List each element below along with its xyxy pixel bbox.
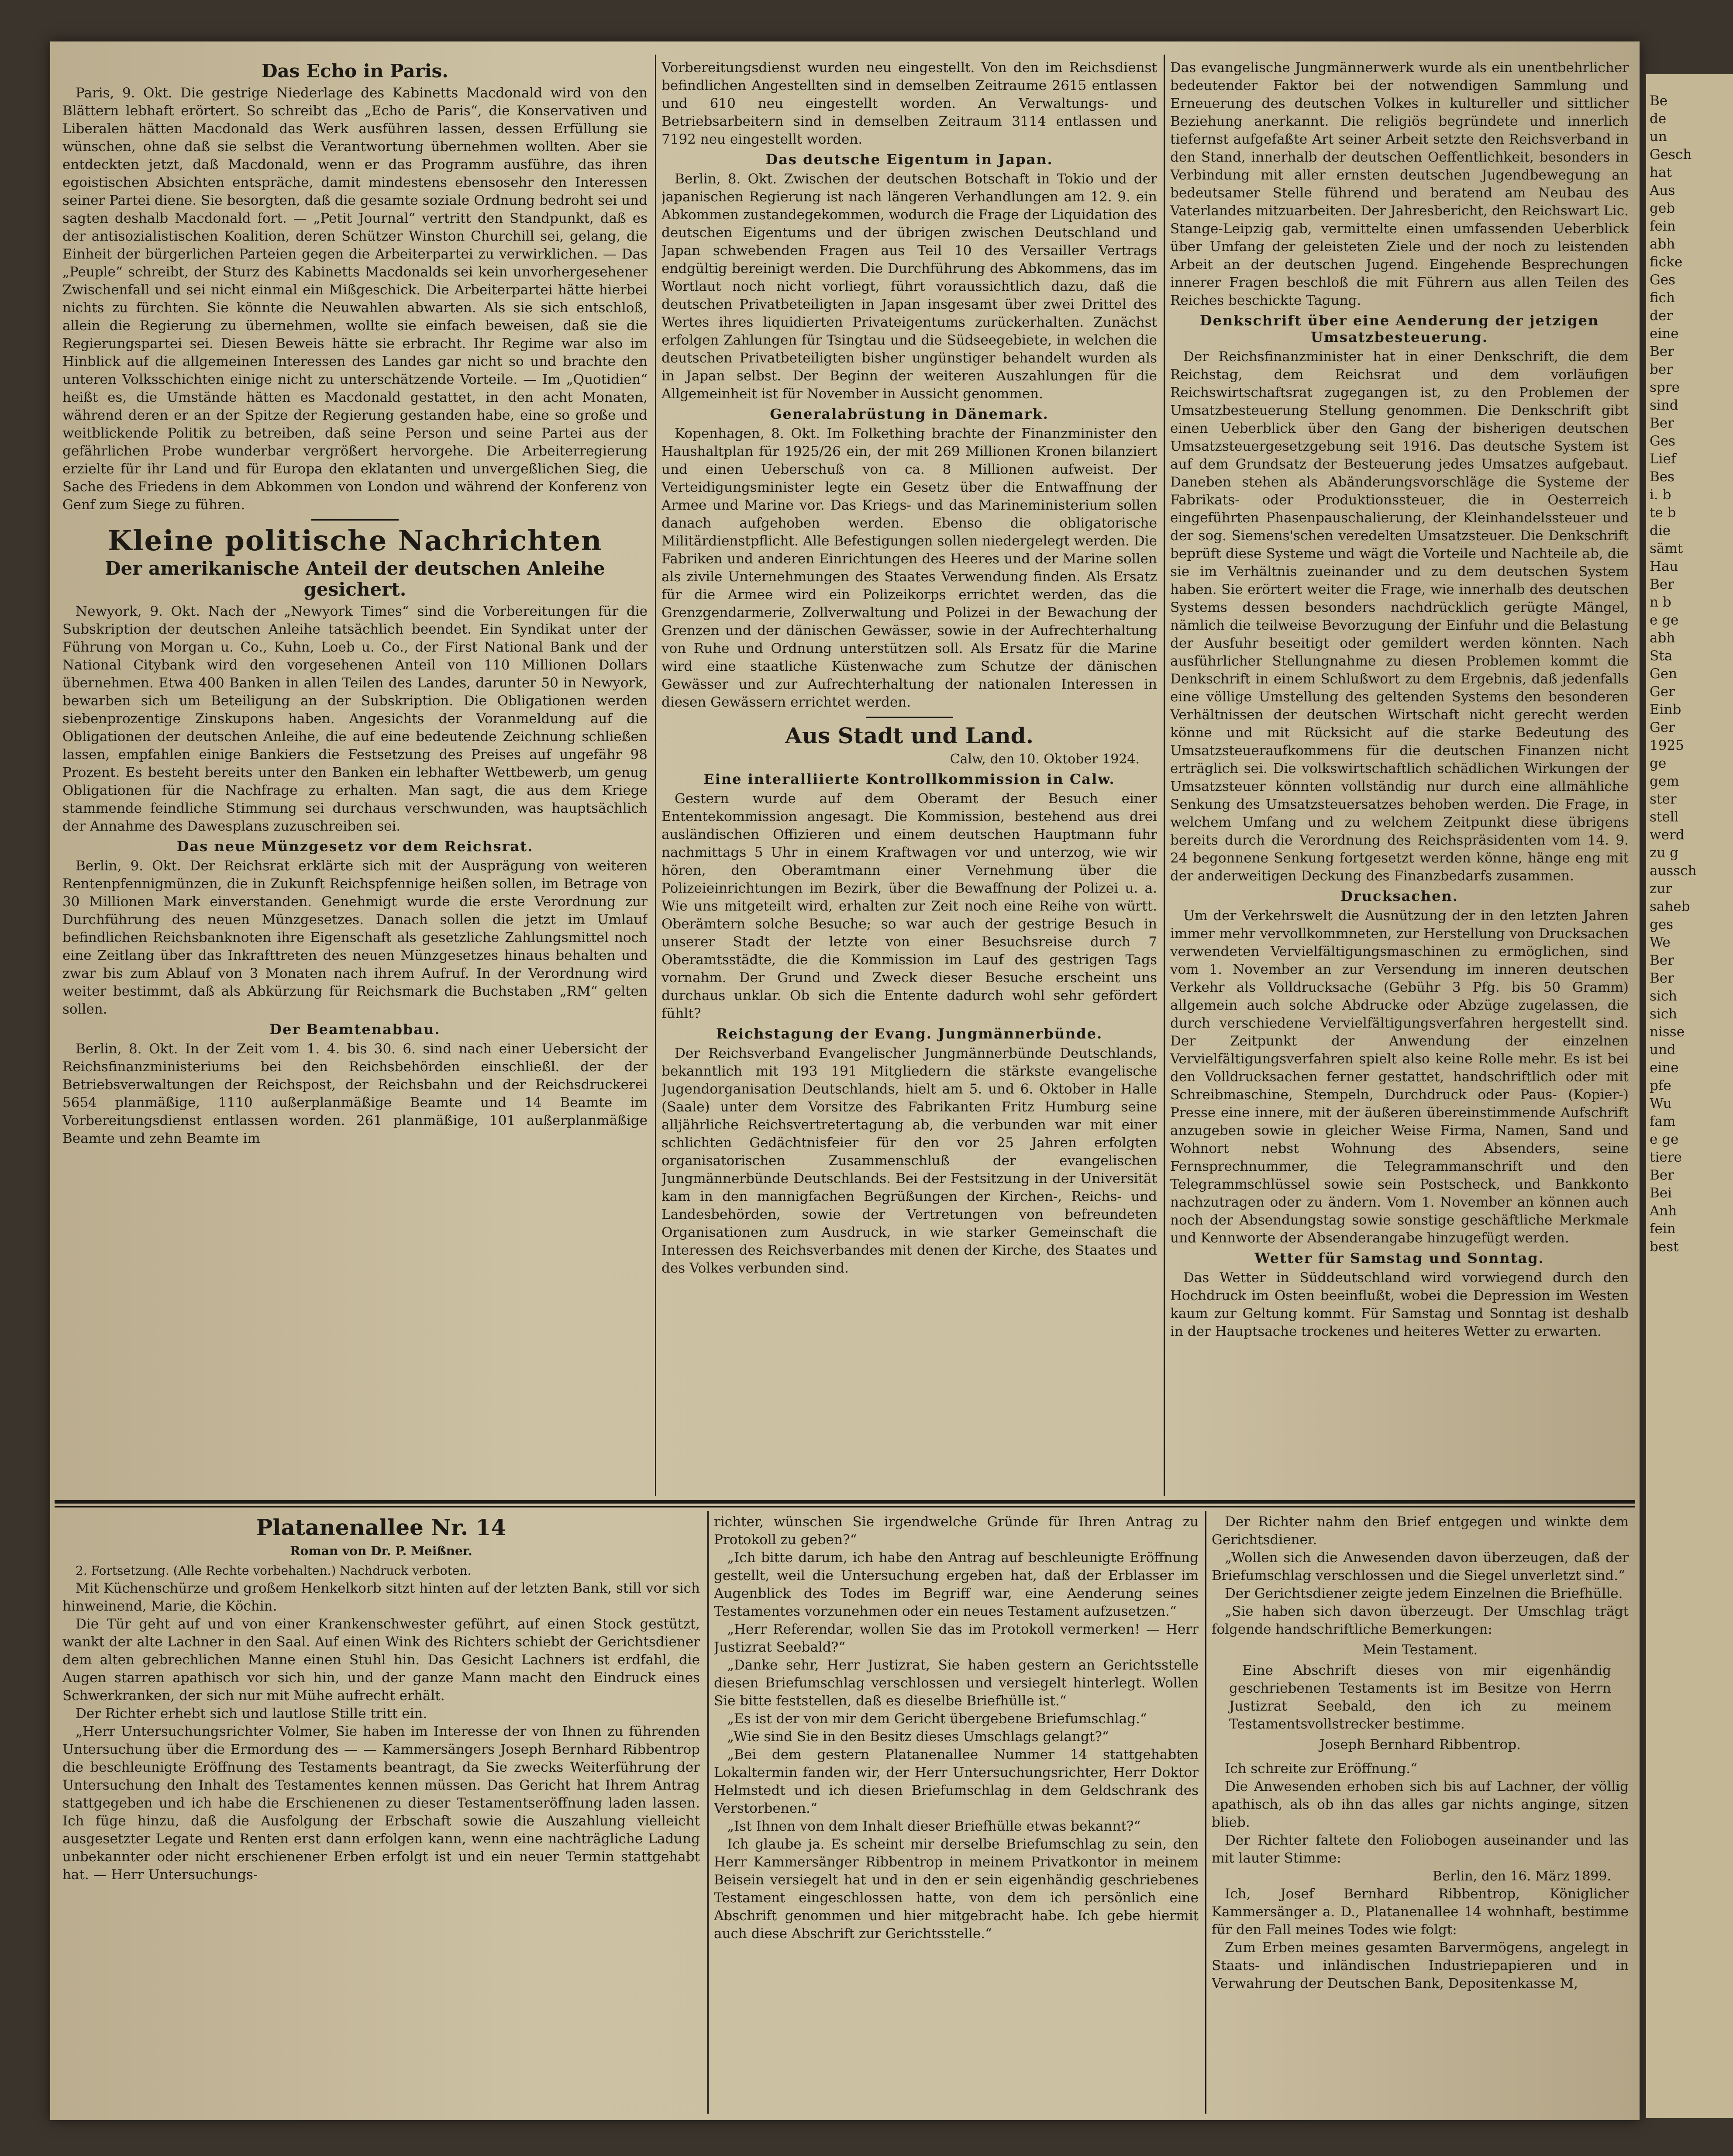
article-title-denkschrift: Denkschrift über eine Aenderung der jetzigen Umsatzbesteuerung. <box>1199 312 1599 345</box>
fragment-line: best <box>1650 1239 1679 1255</box>
article-body-wetter: Das Wetter in Süddeutschland wird vorwiegend durch den Hochdruck im Osten beeinflußt, wobei die Depression im Westen kaum zur Geltung kommt. Für Samstag und Sonntag ist deshalb in der Hauptsache trockenes und heiteres Wetter zu erwarten. <box>1170 1270 1629 1339</box>
article-body-jung-cont: Das evangelische Jungmännerwerk wurde als ein unentbehrlicher bedeutender Faktor bei der notwendigen Sammlung und Erneuerung des deutschen Volkes in kultureller und sittlicher Beziehung anerkannt. Die religiös begründete und innerlich tiefernst aufgefaßte Art seiner Arbeit setzte den Reichsverband in den Stand, innerhalb der deutschen Oeffentlichkeit, besonders in Verbindung mit aller ernsten deutschen Jugendbewegung an bedeutsamer Stelle führend und beratend am Neubau des Vaterlandes mitzuarbeiten. Der Jahresbericht, den Reichswart Lic. Stange-Leipzig gab, vermittelte einen umfassenden Ueberblick über Umfang der geleisteten Ziele und der noch zu leistenden Arbeit an der deutschen Jugend. Eingehende Besprechungen innerer Fragen beschloß die mit Führern aus allen Teilen des Reiches beschickte Tagung. <box>1170 60 1629 308</box>
article-title-jung: Reichstagung der Evang. Jungmännerbünde. <box>716 1025 1103 1042</box>
fragment-line: eine <box>1650 1060 1679 1076</box>
fragment-line: Anh <box>1650 1203 1677 1219</box>
novel-paragraph: Der Richter erhebt sich und lautlose Stille tritt ein. <box>76 1706 427 1721</box>
adjacent-page-text <box>1646 74 1733 1256</box>
fragment-line: fein <box>1650 1221 1676 1237</box>
section-title-stadt: Aus Stadt und Land. <box>785 723 1034 749</box>
fragment-line: Sta <box>1650 648 1673 664</box>
novel-paragraph: „Wie sind Sie in den Besitz dieses Umschlags gelangt?“ <box>727 1729 1109 1745</box>
article-body-beamten: Berlin, 8. Okt. In der Zeit vom 1. 4. bis 30. 6. sind nach einer Uebersicht der Reichsfinanzministeriums bei den Reichsbehörden einschließl. der der Betriebsverwaltungen der Reichspost, der Reichsbahn und der Reichsdruckerei 5654 planmäßige, 1110 außerplanmäßige Beamte und 14 Beamte im Vorbereitungsdienst entlassen worden. 261 planmäßige, 101 außerplanmäßige Beamte und zehn Beamte im <box>62 1041 648 1146</box>
article-title-kontroll: Eine interalliierte Kontrollkommission in Calw. <box>703 771 1115 787</box>
fragment-line: geb <box>1650 200 1675 216</box>
fragment-line: zur <box>1650 881 1672 897</box>
feuilleton-rule <box>55 1500 1635 1504</box>
novel-paragraph: „Sie haben sich davon überzeugt. Der Umschlag trägt folgende handschriftliche Bemerkungen: <box>1212 1604 1629 1637</box>
fragment-line: Ber <box>1650 415 1674 431</box>
novel-paragraph: „Herr Referendar, wollen Sie das im Protokoll vermerken! — Herr Justizrat Seebald?“ <box>714 1621 1199 1655</box>
letter-date: Berlin, den 16. März 1899. <box>1433 1869 1611 1884</box>
novel-paragraph: Ich schreite zur Eröffnung.“ <box>1225 1761 1417 1777</box>
fragment-line: un <box>1650 129 1667 145</box>
column-rule <box>1205 1511 1206 2114</box>
fragment-line: de <box>1650 111 1667 127</box>
fragment-line: eine <box>1650 326 1679 342</box>
fragment-line: ster <box>1650 791 1677 807</box>
fragment-line: Aus <box>1650 183 1675 198</box>
article-title-japan: Das deutsche Eigentum in Japan. <box>765 151 1053 168</box>
feuilleton-column-2 <box>714 1513 1199 2111</box>
article-body-muenz: Berlin, 9. Okt. Der Reichsrat erklärte sich mit der Ausprägung von weiteren Rentenpfennigmünzen, die in Zukunft Reichspfennige heißen sollen, im Betrage von 30 Millionen Mark einverstanden. Genehmigt wurde die erste Verordnung zur Durchführung des neuen Münzgesetzes. Danach sollen die jetzt im Umlauf befindlichen Reichsbanknoten ihre Eigenschaft als gesetzliche Zahlungsmittel noch eine Zeitlang über das Inkrafttreten des neuen Münzgesetzes hinaus behalten und zwar bis zum Ablauf von 3 Monaten nach ihrem Aufruf. In der Verordnung wird weiter bestimmt, daß als Abkürzung für Reichsmark die Buchstaben „RM“ gelten sollen. <box>62 858 648 1017</box>
novel-paragraph: Der Gerichtsdiener zeigte jedem Einzelnen die Briefhülle. <box>1225 1586 1623 1601</box>
article-body-drucksachen: Um der Verkehrswelt die Ausnützung der in den letzten Jahren immer mehr vervollkommneten, zur Herstellung von Drucksachen verwendeten Vervielfältigungsmaschinen zu ermöglichen, sind vom 1. November an zur Versendung im inneren deutschen Verkehr als Volldrucksache (Gebühr 3 Pfg. bis 50 Gramm) allgemein auch solche Abdrucke oder Abzüge zugelassen, die durch verschiedene Vervielfältigungsverfahren hergestellt sind. Der Zeitpunkt der Anwendung der einzelnen Vervielfältigungsverfahren spielt also keine Rolle mehr. Es ist bei den Volldrucksachen ferner gestattet, handschriftlich oder mit Schreibmaschine, Stempeln, Durchdruck oder Paus- (Kopier-) Presse eine innere, mit der äußeren übereinstimmende Aufschrift anzugeben sowie in gleicher Weise Firma, Namen, Sand und Wohnort nebst Wohnung des Absenders, seine Fernsprechnummer, die Telegrammanschrift und den Telegrammschlüssel sowie sein Postscheck, und Bankkonto nachzutragen oder zu ändern. Vom 1. November an können auch noch der Absendungstag sowie sonstige geschäftliche Merkmale und Kennworte der Absenderangabe hinzugefügt werden. <box>1170 908 1629 1246</box>
fragment-line: die <box>1650 523 1671 538</box>
feuilleton-column-1 <box>62 1513 700 2111</box>
fragment-line: spre <box>1650 379 1680 395</box>
fragment-line: der <box>1650 308 1673 324</box>
dateline: Calw, den 10. Oktober 1924. <box>950 752 1140 767</box>
fragment-line: Ber <box>1650 344 1674 359</box>
article-title-anleihe: Der amerikanische Anteil der deutschen Anleihe gesichert. <box>105 558 605 600</box>
column-2 <box>662 59 1157 1496</box>
fragment-line: ges <box>1650 917 1674 932</box>
fragment-line: Wu <box>1650 1096 1672 1111</box>
fragment-line: fein <box>1650 218 1676 234</box>
fragment-line: Ber <box>1650 952 1674 968</box>
column-1 <box>62 59 648 1496</box>
fragment-line: Ber <box>1650 1167 1674 1183</box>
novel-paragraph: Mit Küchenschürze und großem Henkelkorb sitzt hinten auf der letzten Bank, still vor sich hinweinend, Marie, die Köchin. <box>62 1580 700 1614</box>
feuilleton-rule-thin <box>55 1506 1635 1507</box>
fragment-line: sämt <box>1650 541 1683 556</box>
fragment-line: hat <box>1650 165 1672 180</box>
column-rule <box>655 55 656 1496</box>
fragment-line: werd <box>1650 827 1685 843</box>
article-body-paris: Paris, 9. Okt. Die gestrige Niederlage des Kabinetts Macdonald wird von den Blättern lebhaft erörtert. So schreibt das „Echo de Paris“, die Konservativen und Liberalen hätten Macdonald das Werk ausführen lassen, dessen Erfüllung sie wünschen, ohne daß sie selbst die Verantwortung übernehmen wollten. Aber sie entdeckten jetzt, daß Macdonald, wenn er das Programm ausführe, das ihren egoistischen Absichten entspräche, damit mindestens ebensosehr den Interessen seiner Partei diene. Sie besorgten, daß die gesamte soziale Ordnung bedroht sei und sagten deshalb Macdonald fort. — „Petit Journal“ vertritt den Standpunkt, daß es der antisozialistischen Koalition, deren Schützer Winston Churchill sei, gelang, die Einheit der bürgerlichen Parteien gegen die Arbeiterpartei zu verwirklichen. — Das „Peuple“ schreibt, der Sturz des Kabinetts Macdonalds sei kein unvorhergesehener Zwischenfall und sei nicht einmal ein Mißgeschick. Die Arbeiterpartei hätte hierbei nichts zu fürchten. Sie könnte die Neuwahlen abwarten. Als sie sich entschloß, allein die Regierung zu übernehmen, wollte sie einfach beweisen, daß sie die Regierungspartei sei. Diesen Beweis hätte sie erbracht. Ihr Regime war also im Hinblick auf die allgemeinen Interessen des Landes gar nicht so und brachte den unteren Volksschichten einige nicht zu unterschätzende Vorteile. — Im „Quotidien“ heißt es, die Umstände hätten es Macdonald gestattet, in den acht Monaten, während deren er an der Spitze der Regierung gestanden habe, eine so große und weitblickende Politik zu betreiben, daß seine Person und seine Partei aus der gefährlichen Probe wunderbar vergrößert hervorgehe. Die Arbeiterregierung erzielte für ihr Land und für Europa den eklatanten und unvergeßlichen Sieg, die Sache des Friedens in dem Abkommen von London und während der Konferenz von Genf zum Siege zu führen. <box>62 85 648 513</box>
fragment-line: ge <box>1650 755 1667 771</box>
divider <box>866 717 953 718</box>
novel-paragraph: „Ist Ihnen von dem Inhalt dieser Briefhülle etwas bekannt?“ <box>727 1818 1141 1834</box>
fragment-line: zu g <box>1650 845 1678 861</box>
fragment-line: e ge <box>1650 1131 1679 1147</box>
fragment-line: Gen <box>1650 666 1678 682</box>
novel-paragraph: richter, wünschen Sie irgendwelche Gründe für Ihren Antrag zu Protokoll zu geben?“ <box>714 1514 1199 1548</box>
novel-paragraph: „Ich bitte darum, ich habe den Antrag auf beschleunigte Eröffnung gestellt, weil die Untersuchung ergeben hat, daß der Erblasser im Augenblick des Todes im Begriff war, eine Aenderung seines Testamentes vorzunehmen oder ein neues Testament aufzusetzen.“ <box>714 1550 1199 1619</box>
fragment-line: n b <box>1650 594 1671 610</box>
fragment-line: saheb <box>1650 899 1690 914</box>
feuilleton-column-3 <box>1212 1513 1629 2111</box>
newspaper-page <box>50 41 1640 2120</box>
novel-paragraph: Der Richter nahm den Brief entgegen und winkte dem Gerichtsdiener. <box>1212 1514 1629 1548</box>
fragment-line: sind <box>1650 397 1678 413</box>
fragment-line: sich <box>1650 1006 1678 1022</box>
article-body-beamten-cont: Vorbereitungsdienst wurden neu eingestellt. Von den im Reichsdienst befindlichen Angestellten sind in demselben Zeitraume 2615 entlassen und 610 neu eingestellt worden. An Verwaltungs- und Betriebsarbeitern sind in demselben Zeitraum 3114 entlassen und 7192 neu eingestellt worden. <box>662 60 1157 147</box>
novel-paragraph: „Danke sehr, Herr Justizrat, Sie haben gestern an Gerichtsstelle diesen Briefumschlag verschlossen und versiegelt hinterlegt. Wollen Sie bitte feststellen, daß es dieselbe Briefhülle ist.“ <box>714 1657 1199 1709</box>
column-rule <box>707 1511 709 2114</box>
novel-paragraph: Zum Erben meines gesamten Barvermögens, angelegt in Staats- und inländischen Industriepapieren und in Verwahrung der Deutschen Bank, Depositenkasse M, <box>1212 1940 1629 1991</box>
fragment-line: pfe <box>1650 1078 1671 1094</box>
novel-paragraph: Ich glaube ja. Es scheint mir derselbe Briefumschlag zu sein, den Herr Kammersänger Ribbentrop in meinem Privatkontor in meinem Beisein versiegelt hat und in den er sein eigenhändig geschriebenes Testament eingeschlossen hatte, von dem ich persönlich eine Abschrift genommen und hier mitgebracht habe. Ich gebe hiermit auch diese Abschrift zur Gerichtsstelle.“ <box>714 1836 1199 1942</box>
fragment-line: i. b <box>1650 487 1671 503</box>
divider <box>311 519 399 521</box>
article-body-anleihe: Newyork, 9. Okt. Nach der „Newyork Times“ sind die Vorbereitungen für die Subskription der deutschen Anleihe tatsächlich beendet. Ein Syndikat unter der Führung von Morgan u. Co., Kuhn, Loeb u. Co., der First National Bank und der National Citybank wird den vorgesehenen Anteil von 110 Millionen Dollars übernehmen. Etwa 400 Banken in allen Teilen des Landes, darunter 50 in Newyork, bewarben sich um Beteiligung an der Subskription. Die Obligationen werden siebenprozentige Zinskupons haben. Angesichts der Voranmeldung auf die Obligationen der deutschen Anleihe, die auf eine bedeutende Zeichnung schließen lassen, empfahlen einige Bankiers die Festsetzung des Preises auf ungefähr 98 Prozent. Es besteht bereits unter den Banken ein lebhafter Wettbewerb, um genug Obligationen für die Nachfrage zu erhalten. Man sagt, die aus dem Kriege stammende feindliche Stimmung sei durchaus verschwunden, was hauptsächlich der Annahme des Dawesplans zuzuschreiben sei. <box>62 604 648 834</box>
article-title-wetter: Wetter für Samstag und Sonntag. <box>1254 1250 1544 1266</box>
fragment-line: aussch <box>1650 863 1697 879</box>
testament-heading: Mein Testament. <box>1362 1642 1478 1658</box>
fragment-line: Einb <box>1650 702 1681 718</box>
article-title-paris: Das Echo in Paris. <box>262 60 448 82</box>
fragment-line: tiere <box>1650 1149 1682 1165</box>
column-3 <box>1170 59 1629 1496</box>
novel-paragraph: Die Tür geht auf und von einer Krankenschwester geführt, auf einen Stock gestützt, wankt der alte Lachner in den Saal. Auf einen Wink des Richters schiebt der Gerichtsdiener dem alten gebrechlichen Manne einen Stuhl hin. Das Gesicht Lachners ist erdfahl, die Augen starren apathisch vor sich hin, und der ganze Mann macht den Eindruck eines Schwerkranken, der sich nur mit Mühe aufrecht erhält. <box>62 1616 700 1704</box>
novel-paragraph: Die Anwesenden erhoben sich bis auf Lachner, der völlig apathisch, als ob ihn das alles gar nichts anginge, sitzen blieb. <box>1212 1779 1629 1830</box>
adjacent-page-fragment <box>1646 74 1733 2118</box>
fragment-line: Bei <box>1650 1185 1672 1201</box>
novel-paragraph: Der Richter faltete den Foliobogen auseinander und las mit lauter Stimme: <box>1212 1832 1629 1866</box>
article-body-japan: Berlin, 8. Okt. Zwischen der deutschen Botschaft in Tokio und der japanischen Regierung ist nach längeren Verhandlungen am 12. 9. ein Abkommen zustandegekommen, wodurch die Frage der Liquidation des deutschen Eigentums und der übrigen zwischen Deutschland und Japan schwebenden Fragen aus Teil 10 des Versailler Vertrags endgültig bereinigt werden. Die Durchführung des Abkommens, das im Wortlaut noch nicht vorliegt, führt voraussichtlich dazu, daß die deutschen Privatbeteiligten in Japan insgesamt über zwei Drittel des Wertes ihres liquidierten Privateigentums zurückerhalten. Zunächst erfolgen Zahlungen für Tsingtau und die Südseegebiete, in welchen die deutschen Privatbeteiligten bisher ungünstiger behandelt wurden als in Japan selbst. Der Beginn der weiteren Auszahlungen für die Allgemeinheit ist für November in Aussicht genommen. <box>662 171 1157 402</box>
fragment-line: und <box>1650 1042 1676 1058</box>
testament-signature: Joseph Bernhard Ribbentrop. <box>1320 1737 1521 1752</box>
fragment-line: fam <box>1650 1114 1676 1129</box>
fragment-line: Bes <box>1650 469 1675 485</box>
fragment-line: Lief <box>1650 451 1676 467</box>
fragment-line: Ber <box>1650 576 1674 592</box>
article-body-denkschrift: Der Reichsfinanzminister hat in einer Denkschrift, die dem Reichstag, dem Reichsrat und dem vorläufigen Reichswirtschaftsrat zugegangen ist, zu den Problemen der Umsatzbesteuerung Stellung genommen. Die Denkschrift gibt einen Ueberblick über den Gang der bisherigen deutschen Umsatzsteuergesetzgebung seit 1916. Das deutsche System ist auf dem Grundsatz der Besteuerung jedes Umsatzes aufgebaut. Daneben stehen als Abänderungsvorschläge die Systeme der Fabrikats- oder Produktionssteuer, die in Oesterreich eingeführten Phasenpauschalierung, der Kleinhandelssteuer und der sog. Siemens'schen veredelten Umsatzsteuer. Die Denkschrift beprüft diese Systeme und wägt die Vorteile und Nachteile ab, die sie im Verhältnis zueinander und zu dem deutschen System haben. Sie erörtert weiter die Frage, wie innerhalb des deutschen Systems dessen besonders nachdrücklich gerügte Mängel, nämlich die teilweise Bevorzugung der Einfuhr und die Belastung der Ausfuhr beseitigt oder gemildert werden könnten. Nach ausführlicher Stellungnahme zu diesen Problemen kommt die Denkschrift in einem Schlußwort zu dem Ergebnis, daß jedenfalls eine völlige Umstellung des geltenden Systems den besonderen Verhältnissen der deutschen Wirtschaft nicht gerecht werden könne und mit Rücksicht auf die starke Bedeutung des Umsatzsteueraufkommens für die deutschen Finanzen nicht erträglich sei. Die volkswirtschaftlich schädlichen Wirkungen der Umsatzsteuer könnten vollständig nur durch eine allmähliche Senkung des Umsatzsteuersatzes behoben werden. Die Frage, in welchem Umfang und zu welchem Zeitpunkt diese übrigens bereits durch die Verordnung des Reichspräsidenten vom 14. 9. 24 begonnene Senkung fortgesetzt werden könne, hänge eng mit der anderweitigen Deckung des Finanzbedarfs zusammen. <box>1170 349 1629 884</box>
article-title-beamten: Der Beamtenabbau. <box>269 1021 441 1038</box>
fragment-line: Ger <box>1650 684 1675 700</box>
novel-title: Platanenallee Nr. 14 <box>256 1514 506 1540</box>
article-body-jung: Der Reichsverband Evangelischer Jungmännerbünde Deutschlands, bekanntlich mit 193 191 Mitgliedern die stärkste evangelische Jugendorganisation Deutschlands, hielt am 5. und 6. Oktober in Halle (Saale) unter dem Vorsitze des Fabrikanten Fritz Humburg seine alljährliche Reichsvertretertagung ab, die verbunden war mit einer schlichten Gedächtnisfeier für den vor 25 Jahren erfolgten organisatorischen Zusammenschluß der evangelischen Jungmännerbünde Deutschlands. Bei der Festsitzung in der Universität kam in den mannigfachen Begrüßungen der Kirchen-, Reichs- und Landesbehörden, sowie der Vertretungen von befreundeten Organisationen zum Ausdruck, in wie starker Gemeinschaft die Interessen des Reichsverbandes mit denen der Kirche, des Staates und des Volkes verbunden sind. <box>662 1045 1157 1276</box>
fragment-line: 1925 <box>1650 738 1684 753</box>
fragment-line <box>1650 74 1733 92</box>
fragment-line: ficke <box>1650 254 1683 270</box>
novel-note: 2. Fortsetzung. (Alle Rechte vorbehalten.) Nachdruck verboten. <box>76 1563 472 1578</box>
fragment-line: Gesch <box>1650 147 1692 162</box>
fragment-line: sich <box>1650 988 1678 1004</box>
fragment-line: te b <box>1650 505 1676 521</box>
fragment-line: nisse <box>1650 1024 1685 1040</box>
article-title-drucksachen: Drucksachen. <box>1340 888 1458 904</box>
article-body-daenemark: Kopenhagen, 8. Okt. Im Folkething brachte der Finanzminister den Haushaltplan für 1925/26 ein, der mit 269 Millionen Kronen bilanziert und einen Ueberschuß von ca. 8 Millionen aufweist. Der Verteidigungsminister legte ein Gesetz über die Entwaffnung der Armee und Marine vor. Das Kriegs- und das Marineministerium sollen danach aufgehoben werden. Ebenso die obligatorische Militärdienstpflicht. Alle Befestigungen sollen niedergelegt werden. Die Fabriken und anderen Einrichtungen des Heeres und der Marine sollen als zivile Unternehmungen des Staates Verwendung finden. Als Ersatz für die Armee wird ein Polizeikorps errichtet werden, das die Grenzgendarmerie, Zollverwaltung und Polizei in der Bewachung der Grenzen und der dänischen Gewässer, sowie in der Aufrechterhaltung von Ruhe und Ordnung unterstützen soll. Als Ersatz für die Marine wird eine staatliche Küstenwache zum Schutze der dänischen Gewässer und zur Aufrechterhaltung der nationalen Interessen in diesen Gewässern errichtet werden. <box>662 426 1157 710</box>
article-body-kontroll: Gestern wurde auf dem Oberamt der Besuch einer Ententekommission angesagt. Die Kommission, bestehend aus drei ausländischen Offizieren und einem deutschen Hauptmann fuhr nachmittags 5 Uhr in einem Kraftwagen vor und unterzog, wie wir hören, den Oberamtmann einer Vernehmung über die Polizeieinrichtungen im Bezirk, über die Bewaffnung der Polizei u. a. Wie uns mitgeteilt wird, erhalten zur Zeit noch eine Reihe von württ. Oberämtern solche Besuche; so war auch der gestrige Besuch in unserer Stadt der letzte von einer Besuchsreise durch 7 Oberamtsstädte, die die Kommission im Lauf des gestrigen Tags vornahm. Der Grund und Zweck dieser Besuche erscheint uns durchaus unklar. Ob sich die Entente dadurch wohl sehr gefördert fühlt? <box>662 791 1157 1021</box>
fragment-line: gem <box>1650 773 1679 789</box>
fragment-line: Ges <box>1650 272 1676 288</box>
fragment-line: ber <box>1650 362 1673 377</box>
fragment-line: We <box>1650 935 1671 950</box>
fragment-line: Ber <box>1650 970 1674 986</box>
novel-paragraph: Ich, Josef Bernhard Ribbentrop, Königlicher Kammersänger a. D., Platanenallee 14 wohnhaft, bestimme für den Fall meines Todes wie folgt: <box>1212 1886 1629 1938</box>
novel-byline: Roman von Dr. P. Meißner. <box>290 1544 472 1558</box>
novel-paragraph: „Herr Untersuchungsrichter Volmer, Sie haben im Interesse der von Ihnen zu führenden Untersuchung über die Ermordung des — — Kammersängers Joseph Bernhard Ribbentrop die beschleunigte Eröffnung des Testaments beantragt, da Sie zwecks Weiterführung der Untersuchung den Inhalt des Testamentes kennen müssen. Das Gericht hat Ihrem Antrag stattgegeben und ich habe die Erschienenen zu dieser Testamentseröffnung laden lassen. Ich füge hinzu, daß die Ausfolgung der Erbschaft sowie die Auszahlung vielleicht ausgesetzter Legate und Renten erst dann erfolgen kann, wenn eine nachträgliche Ladung unbekannter oder nicht erschienener Erben erfolgt ist und ein neuer Termin stattgehabt hat. — Herr Untersuchungs- <box>62 1724 700 1883</box>
testament-body: Eine Abschrift dieses von mir eigenhändig geschriebenen Testaments ist im Besitze von Herrn Justizrat Seebald, den ich zu meinem Testamentsvollstrecker bestimme. <box>1229 1663 1611 1732</box>
fragment-line: abh <box>1650 236 1675 252</box>
fragment-line: e ge <box>1650 612 1679 628</box>
article-title-daenemark: Generalabrüstung in Dänemark. <box>770 406 1049 422</box>
section-title-kleine: Kleine politische Nachrichten <box>107 524 603 557</box>
column-rule <box>1164 55 1165 1496</box>
fragment-line: Be <box>1650 93 1668 109</box>
fragment-line: abh <box>1650 630 1675 646</box>
novel-paragraph: „Bei dem gestern Platanenallee Nummer 14 stattgehabten Lokaltermin fanden wir, der Herr Untersuchungsrichter, Herr Doktor Helmstedt und ich diesen Briefumschlag in dem Geldschrank des Verstorbenen.“ <box>714 1747 1199 1816</box>
fragment-line: stell <box>1650 809 1679 825</box>
fragment-line: Ger <box>1650 720 1675 735</box>
fragment-line: fich <box>1650 290 1675 306</box>
novel-paragraph: „Wollen sich die Anwesenden davon überzeugen, daß der Briefumschlag verschlossen und die Siegel unverletzt sind.“ <box>1212 1550 1629 1583</box>
novel-paragraph: „Es ist der von mir dem Gericht übergebene Briefumschlag.“ <box>727 1711 1147 1727</box>
fragment-line: Hau <box>1650 559 1678 574</box>
fragment-line: Ges <box>1650 433 1676 449</box>
article-title-muenz: Das neue Münzgesetz vor dem Reichsrat. <box>176 838 534 855</box>
